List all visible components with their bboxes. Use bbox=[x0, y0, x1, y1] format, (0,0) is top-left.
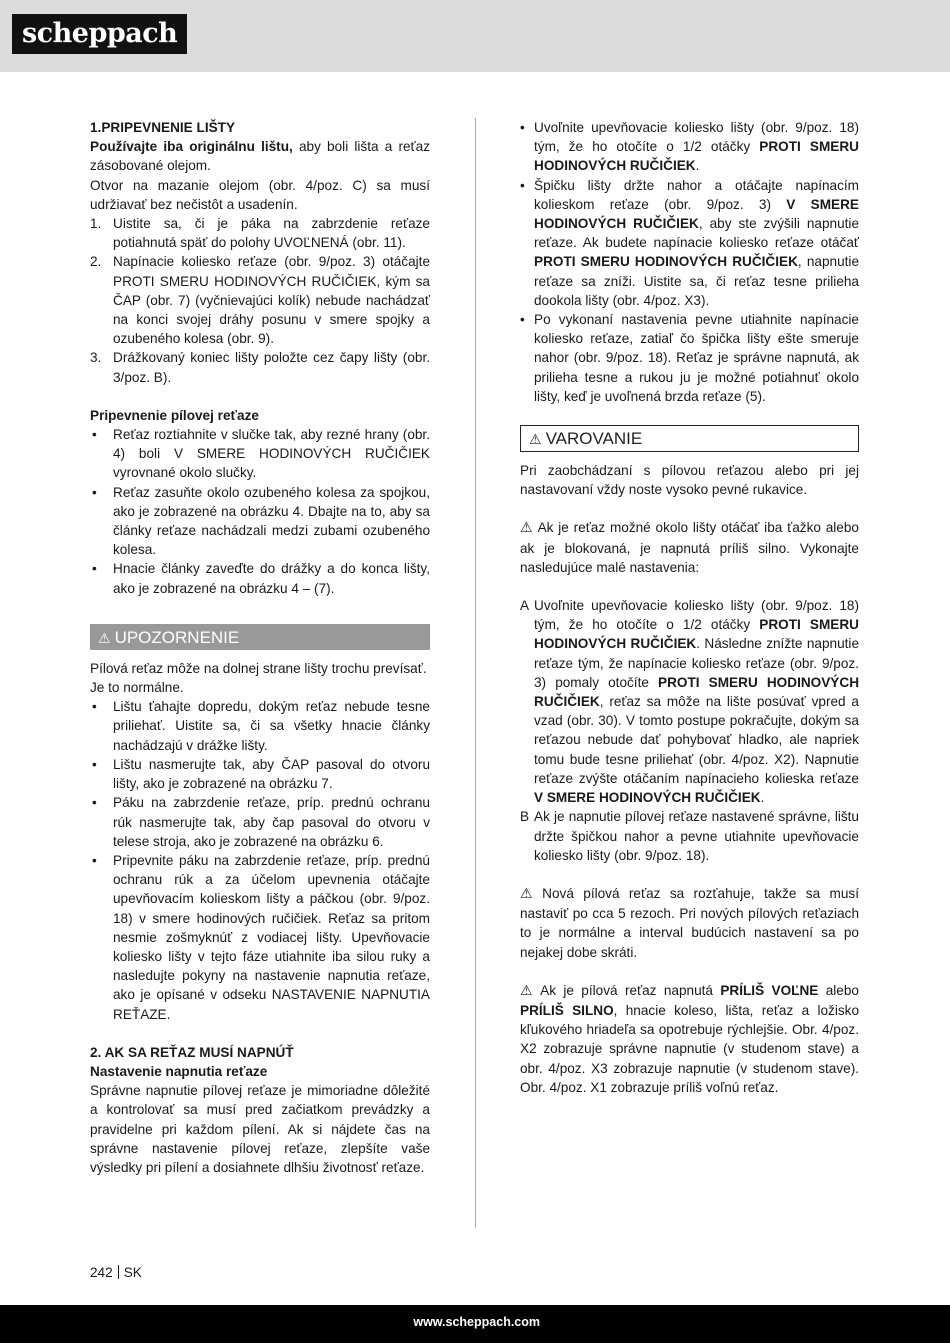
section-title: 1.PRIPEVNENIE LIŠTY bbox=[90, 120, 236, 135]
paragraph: Otvor na mazanie olejom (obr. 4/poz. C) sa musí udržiavať bez nečistôt a usadenín. bbox=[90, 177, 430, 212]
page-number: 242 SK bbox=[90, 1265, 142, 1280]
warning-triangle-icon: ⚠ bbox=[520, 520, 534, 537]
paragraph: Správne napnutie pílovej reťaze je mimoriadne dôležité a kontrolovať sa musí pred začiatkom prevádzky a pravidelne pri každom pílení. Ak si nájdete čas na správne nastavenie pílovej reťaze, zlepšíte vaše výsledky pri pílení a dosiahnete dlhšiu životnosť reťaze. bbox=[90, 1083, 430, 1175]
page-separator bbox=[118, 1265, 119, 1279]
bullet-icon: • bbox=[92, 561, 97, 577]
warning-banner: ⚠ VAROVANIE bbox=[520, 425, 859, 452]
numbered-list bbox=[90, 214, 430, 387]
bullet-icon: • bbox=[520, 120, 525, 135]
list-item: 1. Uistite sa, či je páka na zabrzdenie reťaze potiahnutá späť do polohy UVOĽNENÁ (obr. 11). bbox=[90, 216, 430, 251]
list-item: • Páku na zabrzdenie reťaze, príp. prednú ochranu rúk nasmerujte tak, aby čap pasoval do otvoru v telese stroja, ako je zobrazené na obrázku 6. bbox=[92, 795, 430, 849]
left-column bbox=[90, 118, 430, 1177]
list-item: • Pripevnite páku na zabrzdenie reťaze, príp. prednú ochranu rúk a za účelom upevnenia otáčajte upevňovacím kolieskom lišty a páčkou (obr. 9/poz. 18) v smere hodinových ručičiek. Reťaz sa pritom nesmie zošmyknúť z vodiacej lišty. Upevňovacie koliesko lišty v tejto fáze utiahnite iba silou ruky a nasledujte pokyny na nastavenie napnutia reťaze, ako je opísané v odseku NASTAVENIE NAPNUTIA REŤAZE. bbox=[92, 852, 430, 1022]
list-item: • Reťaz roztiahnite v slučke tak, aby rezné hrany (obr. 4) boli V SMERE HODINOVÝCH RUČIČIEK vyrovnané okolo slučky. bbox=[92, 427, 430, 481]
list-item: 3. Drážkovaný koniec lišty položte cez čapy lišty (obr. 3/poz. B). bbox=[90, 350, 430, 385]
list-item: • Lištu ťahajte dopredu, dokým reťaz nebude tesne priliehať. Uistite sa, či sa všetky hnacie články nachádzajú v drážke lišty. bbox=[92, 699, 430, 753]
paragraph: Pri zaobchádzaní s pílovou reťazou alebo pri jej nastavovaní vždy noste vysoko pevné rukavice. bbox=[520, 463, 859, 498]
warning-triangle-icon: ⚠ bbox=[529, 432, 542, 449]
list-item: • Lištu nasmerujte tak, aby ČAP pasoval do otvoru lišty, ako je zobrazené na obrázku 7. bbox=[92, 756, 430, 792]
bullet-icon: • bbox=[520, 177, 525, 193]
paragraph: ⚠ Ak je reťaz možné okolo lišty otáčať iba ťažko alebo ak je blokovaná, je napnutá príliš silno. Vykonajte nasledujúce malé nastavenia: bbox=[520, 520, 859, 575]
list-item: A Uvoľnite upevňovacie koliesko lišty (obr. 9/poz. 18) tým, že ho otočíte o 1/2 otáčky PROTI SMERU HODINOVÝCH RUČIČIEK. Následne znížte napnutie reťaze tým, že napínacie koliesko reťaze (obr. 9/poz. 3) pomaly otočíte PROTI SMERU HODINOVÝCH RUČIČIEK, reťaz sa môže na lište posúvať vpred a vzad (obr. 30). V tomto postupe pokračujte, dokým sa reťazou nebude dať pohybovať hladko, ale napriek tomu bude tesne priliehať (obr. 4/poz. X2). Napnutie reťaze zvýšte otáčaním napínacieho kolieska reťaze V SMERE HODINOVÝCH RUČIČIEK. bbox=[520, 598, 860, 806]
section-title: 2. AK SA REŤAZ MUSÍ NAPNÚŤ bbox=[90, 1044, 294, 1060]
bullet-icon: • bbox=[520, 312, 525, 328]
list-item: • Uvoľnite upevňovacie koliesko lišty (obr. 9/poz. 18) tým, že ho otočíte o 1/2 otáčky PROTI SMERU HODINOVÝCH RUČIČIEK. bbox=[520, 120, 859, 174]
paragraph: Pílová reťaz môže na dolnej strane lišty trochu prevísať. bbox=[90, 660, 427, 676]
bullet-icon: • bbox=[92, 484, 97, 500]
column-divider bbox=[475, 118, 476, 1228]
list-item: • Špičku lišty držte nahor a otáčajte napínacím kolieskom reťaze (obr. 9/poz. 3) V SMERE HODINOVÝCH RUČIČIEK, aby ste zvýšili napnutie reťaze. Ak budete napínacie koliesko reťaze otáčať PROTI SMERU HODINOVÝCH RUČIČIEK, napnutie reťaze sa zníži. Uistite sa, či reťaz tesne prilieha dookola lišty (obr. 4/poz. X3). bbox=[520, 177, 860, 308]
list-item: • Po vykonaní nastavenia pevne utiahnite napínacie koliesko reťaze, zatiaľ čo špička lišty ešte smeruje nahor (obr. 9/poz. 18). Reťaz je správne napnutá, ak prilieha tesne a rukou ju je možné potiahnuť okolo lišty, keď je uvoľnená brzda reťaze (5). bbox=[520, 312, 859, 404]
header-bar bbox=[0, 0, 950, 72]
list-item: 2. Napínacie koliesko reťaze (obr. 9/poz. 3) otáčajte PROTI SMERU HODINOVÝCH RUČIČIEK, kým sa ČAP (obr. 7) (vyčnievajúci kolík) nebude nachádzať na konci svojej dráhy posunu v smere spojky a ozubeného kolesa (obr. 9). bbox=[90, 254, 430, 347]
list-item: B Ak je napnutie pílovej reťaze nastavené správne, lištu držte špičkou nahor a pevne utiahnite upevňovacie koliesko lišty (obr. 9/poz. 18). bbox=[520, 809, 859, 863]
warning-triangle-icon: ⚠ bbox=[520, 885, 539, 902]
bullet-icon: • bbox=[92, 795, 97, 811]
website-link[interactable]: www.scheppach.com bbox=[413, 1315, 540, 1329]
bullet-icon: • bbox=[92, 852, 97, 868]
list-item: • Reťaz zasuňte okolo ozubeného kolesa za spojkou, ako je zobrazené na obrázku 4. Dbajte na to, aby sa články reťaze nachádzali medzi zubami ozubeného kolesa. bbox=[92, 484, 430, 558]
subsection-title: Pripevnenie pílovej reťaze bbox=[90, 407, 259, 423]
paragraph: Používajte iba originálnu lištu, aby boli lišta a reťaz zásobované olejom. bbox=[90, 139, 430, 174]
footer-bar bbox=[0, 1305, 950, 1343]
bullet-icon: • bbox=[92, 756, 97, 772]
bullet-list bbox=[90, 697, 430, 1023]
bullet-icon: • bbox=[92, 699, 97, 715]
bullet-list bbox=[520, 118, 859, 406]
subsection-title: Nastavenie napnutia reťaze bbox=[90, 1063, 268, 1079]
paragraph: ⚠ Nová pílová reťaz sa rozťahuje, takže sa musí nastaviť po cca 5 rezoch. Pri nových pílových reťaziach to je normálne a interval budúcich nastavení sa po nejakej dobe skráti. bbox=[520, 885, 859, 960]
paragraph: ⚠ Ak je pílová reťaz napnutá PRÍLIŠ VOĽNE alebo PRÍLIŠ SILNO, hnacie koleso, lišta, reťaz a ložisko kľukového hriadeľa sa opotrebuje rýchlejšie. Obr. 4/poz. X2 zobrazuje správne napnutie (v studenom stave) a obr. 4/poz. X3 zobrazuje napnutie (v studenom stave). Obr. 4/poz. X1 zobrazuje príliš voľnú reťaz. bbox=[520, 982, 860, 1095]
warning-triangle-icon: ⚠ bbox=[520, 982, 537, 999]
paragraph: Je to normálne. bbox=[90, 680, 184, 696]
lettered-list bbox=[520, 596, 859, 865]
right-column bbox=[520, 118, 859, 1097]
list-item: • Hnacie články zaveďte do drážky a do konca lišty, ako je zobrazené na obrázku 4 – (7). bbox=[92, 561, 430, 596]
bullet-list bbox=[90, 425, 430, 598]
warning-triangle-icon: ⚠ bbox=[98, 630, 111, 647]
bullet-icon: • bbox=[92, 427, 97, 443]
notice-banner: ⚠ UPOZORNENIE bbox=[90, 624, 430, 650]
brand-logo: scheppach bbox=[12, 14, 187, 54]
